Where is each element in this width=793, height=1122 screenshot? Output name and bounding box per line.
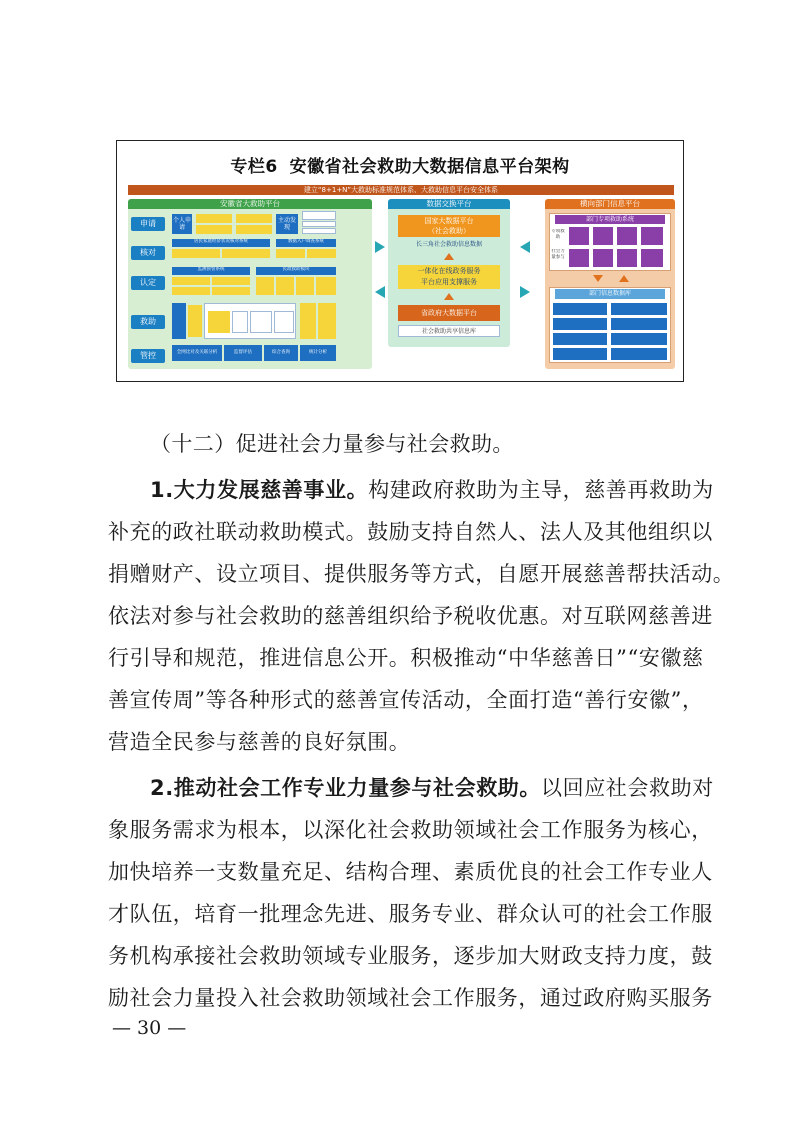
aid-item	[172, 303, 186, 339]
identify-item	[212, 277, 250, 285]
family-economic-check-system: 居民家庭经济状况核对系统	[172, 239, 270, 247]
special-aid-item	[641, 227, 663, 245]
discovery-item	[302, 228, 336, 234]
paragraph-line: 行引导和规范，推进信息公开。积极推动“中华慈善日”“安徽慈	[108, 646, 704, 670]
paragraph-line: 补充的政社联动救助模式。鼓励支持自然人、法人及其他组织以	[108, 520, 713, 544]
paragraph-line: 捐赠财产、设立项目、提供服务等方式，自愿开展慈善帮扶活动。	[108, 562, 735, 586]
civil-affairs-module: 民政救助模块	[256, 267, 336, 275]
arrow-right-icon	[375, 241, 385, 253]
paragraph-line: 加快培养一支数量充足、结构合理、素质优良的社会工作专业人	[108, 860, 713, 884]
dept-db-item	[611, 333, 667, 345]
paragraph-line: 构建政府救助为主导，慈善再救助为	[368, 478, 714, 502]
dept-db-item	[553, 318, 607, 330]
apply-item	[236, 214, 272, 223]
monitoring-warning-system: 监测预警系统	[172, 267, 250, 275]
online-service-line-1: 一体化在线政务服务	[417, 267, 481, 275]
identify-item	[256, 277, 274, 295]
dept-db-item	[553, 348, 607, 360]
arrow-up-icon	[444, 293, 454, 300]
discovery-item	[302, 211, 336, 220]
aid-item	[318, 303, 336, 339]
dept-db-item	[611, 318, 667, 330]
aid-item	[300, 303, 316, 339]
active-discovery-block: 主动发现	[276, 214, 298, 234]
check-item	[172, 249, 220, 258]
stage-aid: 救助	[131, 315, 165, 329]
provincial-big-data-platform: 省政府大数据平台	[398, 305, 500, 321]
national-platform-sub: （社会救助）	[428, 227, 470, 235]
dept-db-item	[553, 303, 607, 315]
provincial-aid-platform-panel	[128, 199, 372, 369]
dept-db-item	[611, 348, 667, 360]
discovery-item	[302, 221, 336, 227]
architecture-figure	[116, 140, 684, 382]
personal-apply-block: 个人申请	[172, 214, 192, 234]
figure-title	[117, 152, 683, 177]
paragraph-2-title: 2.推动社会工作专业力量参与社会救助。	[150, 776, 541, 800]
supervision-evaluation-block: 监督评估	[224, 345, 262, 361]
stage-manage: 管控	[131, 349, 165, 363]
paragraph-line: 象服务需求为根本，以深化社会救助领域社会工作服务为核心，	[108, 818, 713, 842]
stage-identify: 认定	[131, 276, 165, 290]
apply-item	[196, 225, 232, 234]
paragraph-line: 善宣传周”等各种形式的慈善宣传活动，全面打造“善行安徽”，	[108, 688, 704, 712]
arrow-left-icon	[520, 241, 530, 253]
identify-item	[296, 277, 314, 295]
integrated-query-block: 综合查询	[264, 345, 298, 361]
aid-item	[274, 311, 294, 333]
yrd-aid-data-label: 长三角社会救助信息数据	[415, 241, 482, 248]
arrow-up-icon	[444, 253, 454, 260]
data-exchange-header: 数据交换平台	[388, 199, 510, 209]
network-comparison-block: 全网比对及关联分析	[172, 345, 222, 361]
arrow-left-icon	[375, 286, 385, 298]
check-item	[276, 249, 305, 258]
paragraph-2-first-line	[150, 772, 714, 804]
stage-apply: 申请	[131, 217, 165, 231]
dept-info-db-header: 部门信息数据库	[555, 289, 665, 299]
check-item	[222, 249, 270, 258]
paragraph-line: 务机构承接社会救助领域专业服务，逐步加大财政支持力度，鼓	[108, 944, 713, 968]
special-aid-item	[617, 227, 637, 245]
paragraph-1-first-line	[150, 474, 714, 506]
aid-item	[232, 311, 248, 333]
identify-item	[276, 277, 294, 295]
household-survey-system: 数据入户调查系统	[276, 239, 336, 247]
dept-db-item	[611, 303, 667, 315]
apply-item	[236, 225, 272, 234]
paragraph-1-title: 1.大力发展慈善事业。	[150, 478, 369, 502]
aid-item	[250, 311, 272, 333]
arrow-up-icon	[619, 275, 629, 282]
apply-item	[196, 214, 232, 223]
paragraph-line: 才队伍，培育一批理念先进、服务专业、群众认可的社会工作服	[108, 902, 713, 926]
arrow-right-icon	[520, 286, 530, 298]
data-exchange-panel	[388, 199, 510, 347]
national-big-data-platform	[398, 215, 500, 237]
paragraph-line: 励社会力量投入社会救助领域社会工作服务，通过政府购买服务	[108, 986, 713, 1010]
special-aid-item	[617, 249, 637, 267]
arrow-down-icon	[593, 275, 603, 282]
special-aid-item	[569, 249, 589, 267]
special-aid-item	[641, 249, 663, 267]
statistical-analysis-block: 统计分析	[300, 345, 336, 361]
special-aid-item	[569, 227, 589, 245]
social-force-side-label: 社会力量参与	[551, 249, 565, 260]
dept-special-aid-header: 部门专项救助系统	[555, 215, 665, 224]
aid-item	[208, 311, 230, 333]
online-gov-service-platform	[398, 265, 500, 289]
check-item	[307, 249, 336, 258]
aid-item	[188, 305, 202, 337]
shared-aid-info-db: 社会救助共享信息库	[398, 325, 500, 337]
online-service-line-2: 平台应用支撑服务	[421, 278, 477, 286]
identify-item	[172, 277, 210, 285]
department-platform-header: 横向部门信息平台	[545, 199, 675, 209]
standards-banner: 建立“8+1+N”大救助标准规范体系、大救助信息平台安全体系	[128, 185, 674, 195]
paragraph-line: 营造全民参与慈善的良好氛围。	[108, 730, 411, 754]
identify-item	[316, 277, 336, 295]
paragraph-line: 以回应社会救助对	[541, 776, 714, 800]
special-aid-item	[593, 227, 613, 245]
department-platform-panel	[545, 199, 675, 369]
page-number: — 30 —	[112, 1017, 187, 1039]
figure-title-number: 专栏6	[230, 157, 278, 177]
dept-db-item	[553, 333, 607, 345]
paragraph-line: 依法对参与社会救助的慈善组织给予税收优惠。对互联网慈善进	[108, 604, 713, 628]
provincial-aid-platform-header: 安徽省大救助平台	[128, 199, 372, 209]
stage-check: 核对	[131, 246, 165, 260]
identify-item	[212, 287, 250, 295]
national-platform-label: 国家大数据平台	[424, 217, 474, 225]
special-aid-item	[593, 249, 613, 267]
identify-item	[172, 287, 210, 295]
special-aid-side-label: 专项救助	[551, 229, 565, 240]
section-heading: （十二）促进社会力量参与社会救助。	[150, 432, 514, 456]
figure-title-text: 安徽省社会救助大数据信息平台架构	[289, 157, 570, 177]
